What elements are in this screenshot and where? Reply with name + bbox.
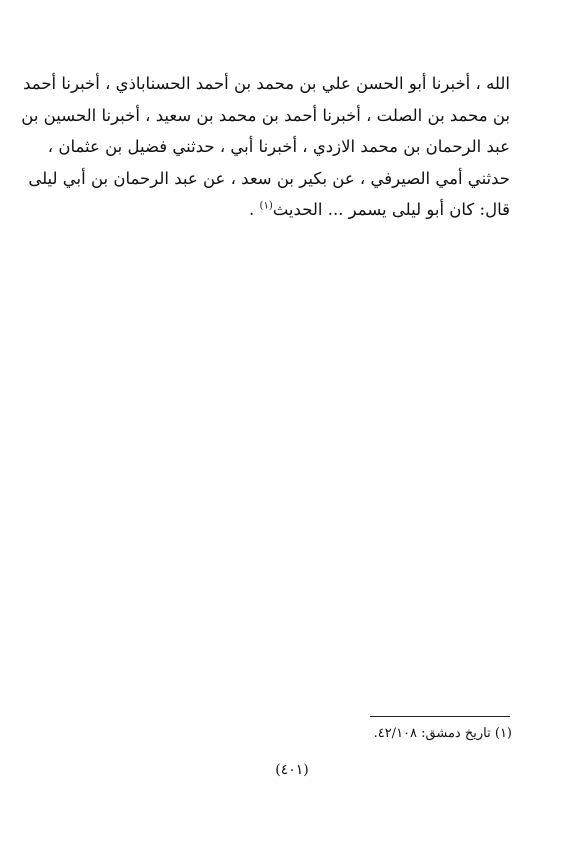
- page-number: (٤٠١): [275, 762, 309, 778]
- text-line-5: [70, 194, 510, 226]
- text-line-1: الله ، أخبرنا أبو الحسن علي بن محمد بن أحمد الحسناباذي ، أخبرنا أحمد: [23, 74, 510, 93]
- text-line-5-content: قال: كان أبو ليلى يسمر ... الحديث: [272, 200, 510, 219]
- footnote-reference: (١): [259, 200, 273, 212]
- main-text: [21, 68, 510, 226]
- text-line-4: حدثني أمي الصيرفي ، عن بكير بن سعد ، عن عبد الرحمان بن أبي ليلى: [28, 168, 510, 188]
- text-line-3: عبد الرحمان بن محمد الازدي ، أخبرنا أبي ، حدثني فضيل بن عثمان ،: [47, 137, 510, 156]
- closing-punctuation: .: [249, 200, 260, 219]
- footnote-separator: [370, 716, 510, 717]
- text-line-2: بن محمد بن الصلت ، أخبرنا أحمد بن محمد بن سعيد ، أخبرنا الحسين بن: [21, 105, 510, 125]
- footnote: (١) تاريخ دمشق: ٤٢/١٠٨.: [373, 726, 512, 741]
